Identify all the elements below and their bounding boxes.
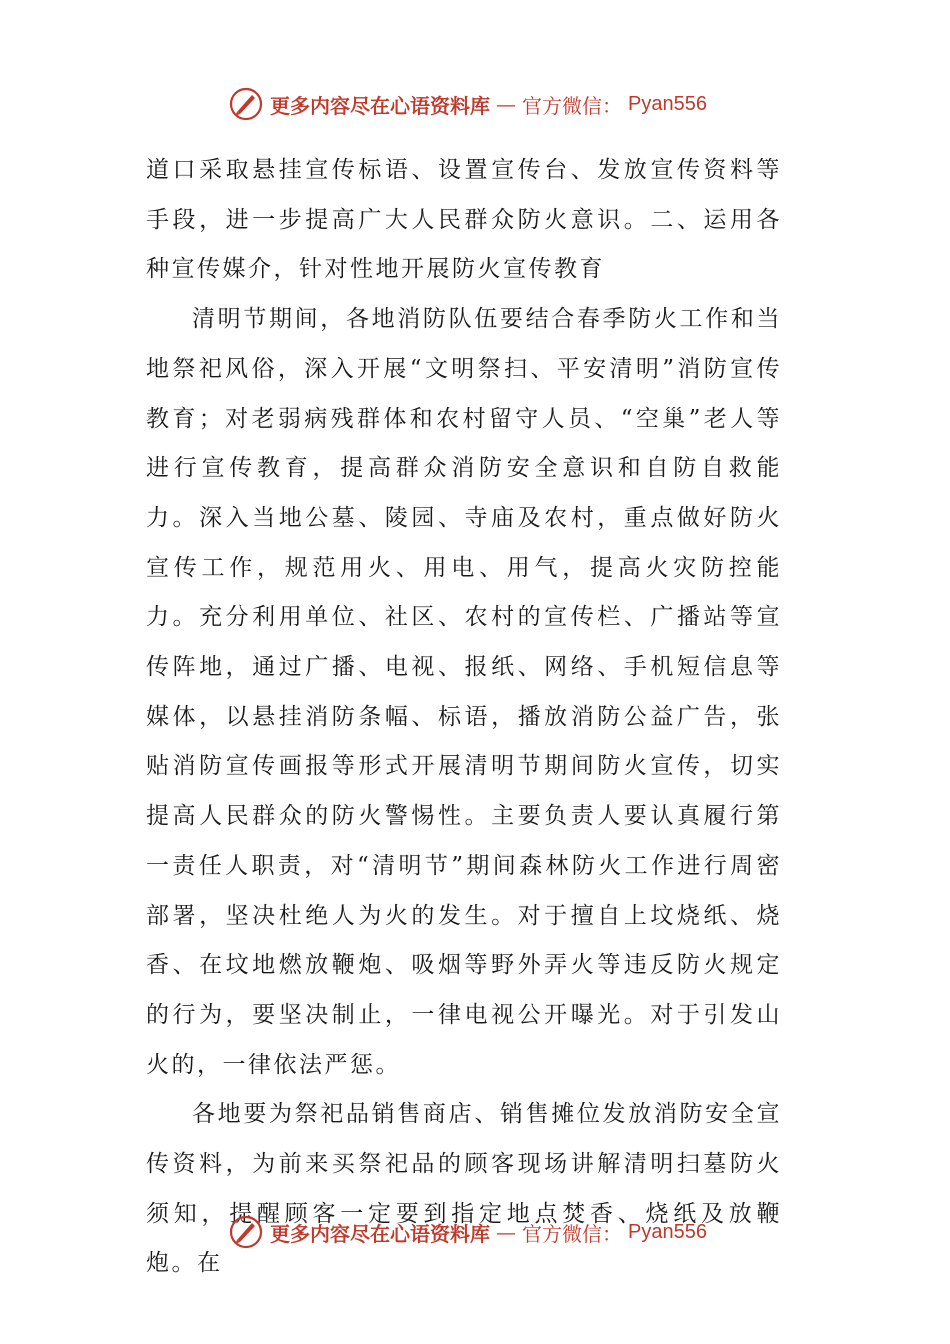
quill-logo-icon — [228, 86, 264, 122]
banner-wechat-label: 官方微信： — [522, 93, 622, 118]
paragraph-2: 清明节期间，各地消防队伍要结合春季防火工作和当地祭祀风俗，深入开展“文明祭扫、平安清明”消防宣传教育；对老弱病残群体和农村留守人员、“空巢”老人等进行宣传教育，提高群众消防安全意识和自防自救能力。深入当地公墓、陵园、寺庙及农村，重点做好防火宣传工作，规范用火、用电、用气，提高火灾防控能力。充分利用单位、社区、农村的宣传栏、广播站等宣传阵地，通过广播、电视、报纸、网络、手机短信息等媒体，以悬挂消防条幅、标语，播放消防公益广告，张贴消防宣传画报等形式开展清明节期间防火宣传，切实提高人民群众的防火警惕性。主要负责人要认真履行第一责任人职责，对“清明节”期间森林防火工作进行周密部署，坚决杜绝人为火的发生。对于擅自上坟烧纸、烧香、在坟地燃放鞭炮、吸烟等野外弄火等违反防火规定的行为，要坚决制止，一律电视公开曝光。对于引发山火的，一律依法严惩。 — [146, 306, 782, 1078]
banner-wechat-id: Pyan556 — [628, 1220, 707, 1243]
paragraph-3: 各地要为祭祀品销售商店、销售摊位发放消防安全宣传资料，为前来买祭祀品的顾客现场讲解清明扫墓防火须知，提醒顾客一定要到指定地点焚香、烧纸及放鞭炮。在 — [146, 1101, 782, 1277]
quill-logo-icon — [228, 1214, 264, 1250]
document-body — [146, 146, 782, 1289]
banner-title: 更多内容尽在心语资料库 — [270, 93, 490, 118]
header-watermark-banner — [228, 84, 707, 124]
banner-dash: — — [496, 1220, 516, 1244]
banner-wechat-id: Pyan556 — [628, 92, 707, 115]
footer-watermark-banner — [228, 1212, 707, 1252]
banner-wechat-label: 官方微信： — [522, 1221, 622, 1246]
banner-dash: — — [496, 92, 516, 116]
paragraph-1: 道口采取悬挂宣传标语、设置宣传台、发放宣传资料等手段，进一步提高广大人民群众防火意识。二、运用各种宣传媒介，针对性地开展防火宣传教育 — [146, 157, 782, 283]
banner-title: 更多内容尽在心语资料库 — [270, 1221, 490, 1246]
